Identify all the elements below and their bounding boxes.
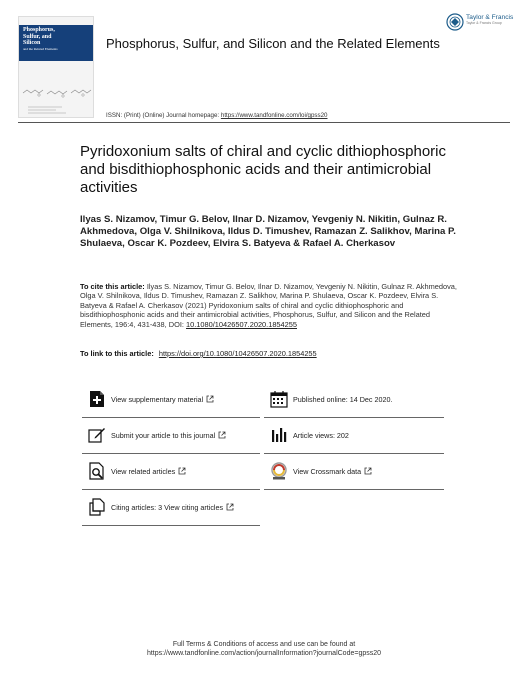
article-views-box: [264, 420, 444, 454]
submit-label: Submit your article to this journal: [111, 431, 216, 440]
terms-footer: [0, 640, 528, 658]
cover-footer-lines: [23, 105, 93, 115]
supplementary-label: View supplementary material: [111, 395, 204, 404]
citation-text: Ilyas S. Nizamov, Timur G. Belov, Ilnar D. Nizamov, Yevgeniy N. Nikitin, Gulnaz R. Akhmedova, Olga V. Shilnikova, Ildus D. Timushev, Ramazan Z. Salikhov, Marina P. Shulaeva, Oscar K. Pozdeev, Elvira S. Batyeva & Rafael A. Cherkasov (2021) Pyridoxonium salts of chiral and cyclic dithiophosphoric and bisdithiophosphonic acids and their antimicrobial activities, Phosphorus, Sulfur, and Silicon and the Related Elements, 196:4, 431-438, DOI:: [80, 282, 457, 329]
article-title: Pyridoxonium salts of chiral and cyclic dithiophosphoric and bisdithiophosphonic acids and their antimicrobial activities: [80, 143, 447, 196]
header-divider: [18, 122, 510, 123]
view-related-button[interactable]: [82, 456, 260, 490]
article-doi-link[interactable]: https://doi.org/10.1080/10426507.2020.1854255: [158, 349, 317, 358]
citation-doi-link[interactable]: 10.1080/10426507.2020.1854255: [186, 319, 297, 329]
related-articles-icon: [88, 462, 106, 480]
supplementary-icon: [88, 390, 106, 408]
article-link-line: [80, 349, 317, 358]
cover-title: [23, 27, 93, 51]
article-views: Article views: 202: [293, 431, 349, 440]
journal-cover: [18, 16, 94, 118]
related-label: View related articles: [111, 467, 176, 476]
terms-line: Full Terms & Conditions of access and use can be found at: [172, 641, 356, 648]
journal-name[interactable]: Phosphorus, Sulfur, and Silicon and the Related Elements: [106, 36, 440, 51]
cover-title-line: and the Related Elements: [23, 46, 58, 51]
publisher-logo-icon: [446, 13, 464, 31]
publisher-tagline: Taylor & Francis Group: [466, 21, 502, 25]
external-link-icon: [226, 503, 234, 511]
article-authors: Ilyas S. Nizamov, Timur G. Belov, Ilnar D. Nizamov, Yevgeniy N. Nikitin, Gulnaz R. Akhmedova, Olga V. Shilnikova, Ildus D. Timushev, Ramazan Z. Salikhov, Marina P. Shulaeva, Oscar K. Pozdeev, Elvira S. Batyeva & Rafael A. Cherkasov: [80, 214, 456, 249]
published-date: Published online: 14 Dec 2020.: [293, 395, 393, 404]
cover-title-line: Phosphorus,: [23, 27, 55, 33]
external-link-icon: [218, 431, 226, 439]
molecule-structure-icon: [21, 85, 93, 99]
article-link-label: To link to this article:: [80, 349, 154, 358]
view-supplementary-button[interactable]: [82, 384, 260, 418]
publisher-logo-text: [466, 14, 513, 25]
published-date-box: [264, 384, 444, 418]
journal-homepage-link[interactable]: https://www.tandfonline.com/loi/gpss20: [220, 112, 328, 119]
citing-articles-icon: [88, 498, 106, 516]
citation-block: [80, 282, 460, 329]
external-link-icon: [206, 395, 214, 403]
citation-label: To cite this article:: [80, 282, 145, 291]
cover-title-line: Sulfur, and: [23, 33, 52, 40]
bar-chart-icon: [270, 426, 288, 444]
publisher-logo[interactable]: [446, 12, 518, 34]
crossmark-label: View Crossmark data: [293, 467, 362, 476]
issn-label: ISSN: (Print) (Online) Journal homepage:: [106, 112, 221, 119]
citing-label: Citing articles: 3 View citing articles: [111, 503, 224, 512]
submit-article-button[interactable]: [82, 420, 260, 454]
cover-title-line: Silicon: [23, 40, 41, 46]
terms-link[interactable]: https://www.tandfonline.com/action/journalInformation?journalCode=gpss20: [146, 650, 382, 657]
edit-icon: [88, 426, 106, 444]
external-link-icon: [178, 467, 186, 475]
calendar-icon: [270, 390, 288, 408]
external-link-icon: [364, 467, 372, 475]
citing-articles-button[interactable]: [82, 492, 260, 526]
view-crossmark-button[interactable]: [264, 456, 444, 490]
crossmark-icon: [270, 462, 288, 480]
issn-line: [106, 112, 328, 119]
publisher-name: Taylor & Francis: [466, 14, 514, 21]
